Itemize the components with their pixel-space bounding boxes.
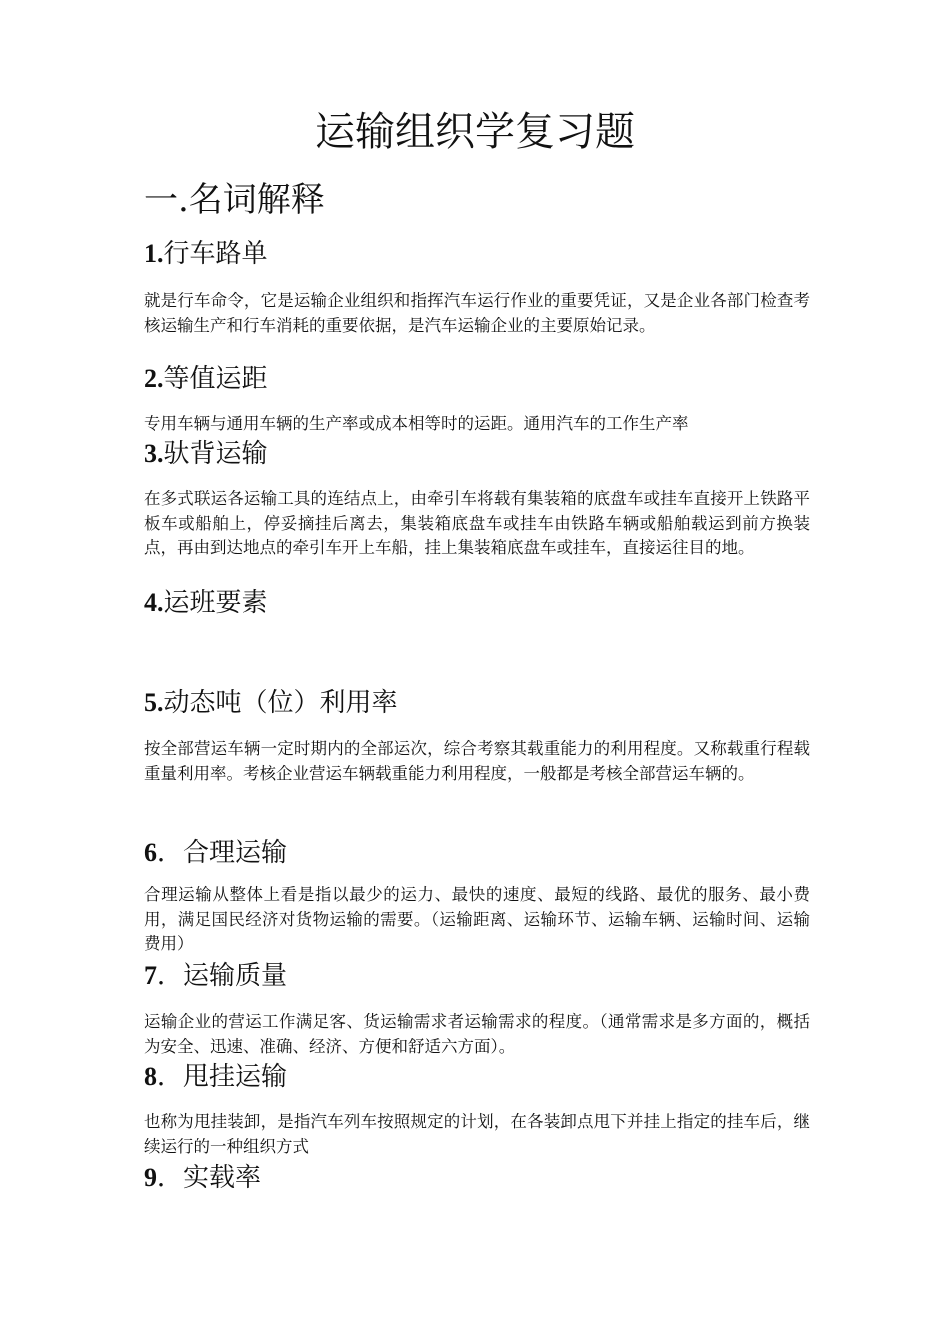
term-heading-1: [144, 236, 268, 272]
term-separator: ．: [157, 961, 184, 990]
page-title: 运输组织学复习题: [315, 109, 635, 155]
term-number: 8: [144, 1062, 157, 1091]
term-heading-3: [144, 436, 268, 472]
term-separator: .: [157, 439, 164, 468]
term-separator: .: [157, 588, 164, 617]
term-definition-2: 专用车辆与通用车辆的生产率或成本相等时的运距。通用汽车的工作生产率: [144, 414, 689, 433]
term-heading-2: [144, 361, 268, 397]
term-number: 9: [144, 1163, 157, 1192]
term-separator: ．: [157, 838, 184, 867]
term-separator: .: [157, 364, 164, 393]
term-definition-6: 合理运输从整体上看是指以最少的运力、最快的速度、最短的线路、最优的服务、最小费用，满足国民经济对货物运输的需要。（运输距离、运输环节、运输车辆、运输时间、运输费用）: [144, 885, 810, 953]
term-label: 运班要素: [163, 588, 268, 618]
term-heading-9: [144, 1160, 261, 1196]
term-label: 合理运输: [183, 838, 288, 868]
term-label: 等值运距: [163, 364, 268, 394]
term-number: 4: [144, 588, 157, 617]
term-number: 5: [144, 688, 157, 717]
term-heading-8: [144, 1059, 287, 1095]
term-separator: ．: [157, 1163, 184, 1192]
term-heading-6: [144, 835, 287, 871]
term-label: 运输质量: [183, 961, 288, 991]
term-number: 2: [144, 364, 157, 393]
term-separator: ．: [157, 1062, 184, 1091]
section-heading: 一.名词解释: [144, 180, 325, 220]
term-heading-4: [144, 585, 268, 621]
term-definition-8: 也称为甩挂装卸，是指汽车列车按照规定的计划，在各装卸点甩下并挂上指定的挂车后，继续运行的一种组织方式: [144, 1112, 810, 1156]
term-number: 1: [144, 239, 157, 268]
term-heading-5: [144, 685, 398, 721]
term-heading-7: [144, 958, 287, 994]
term-separator: .: [157, 688, 164, 717]
term-number: 7: [144, 961, 157, 990]
term-separator: .: [157, 239, 164, 268]
term-label: 甩挂运输: [183, 1062, 288, 1092]
term-definition-5: 按全部营运车辆一定时期内的全部运次，综合考察其载重能力的利用程度。又称载重行程载重量利用率。考核企业营运车辆载重能力利用程度，一般都是考核全部营运车辆的。: [144, 739, 810, 783]
term-label: 驮背运输: [163, 439, 268, 469]
term-definition-3: 在多式联运各运输工具的连结点上，由牵引车将载有集装箱的底盘车或挂车直接开上铁路平板车或船舶上，停妥摘挂后离去，集装箱底盘车或挂车由铁路车辆或船舶载运到前方换装点，再由到达地点的牵引车开上车船，挂上集装箱底盘车或挂车，直接运往目的地。: [144, 489, 810, 557]
term-number: 6: [144, 838, 157, 867]
term-number: 3: [144, 439, 157, 468]
term-label: 行车路单: [163, 239, 268, 269]
term-definition-1: 就是行车命令，它是运输企业组织和指挥汽车运行作业的重要凭证，又是企业各部门检查考核运输生产和行车消耗的重要依据，是汽车运输企业的主要原始记录。: [144, 291, 810, 335]
term-label: 实载率: [183, 1163, 262, 1193]
term-label: 动态吨（位）利用率: [163, 688, 398, 718]
term-definition-7: 运输企业的营运工作满足客、货运输需求者运输需求的程度。（通常需求是多方面的，概括为安全、迅速、准确、经济、方便和舒适六方面）。: [144, 1012, 810, 1056]
